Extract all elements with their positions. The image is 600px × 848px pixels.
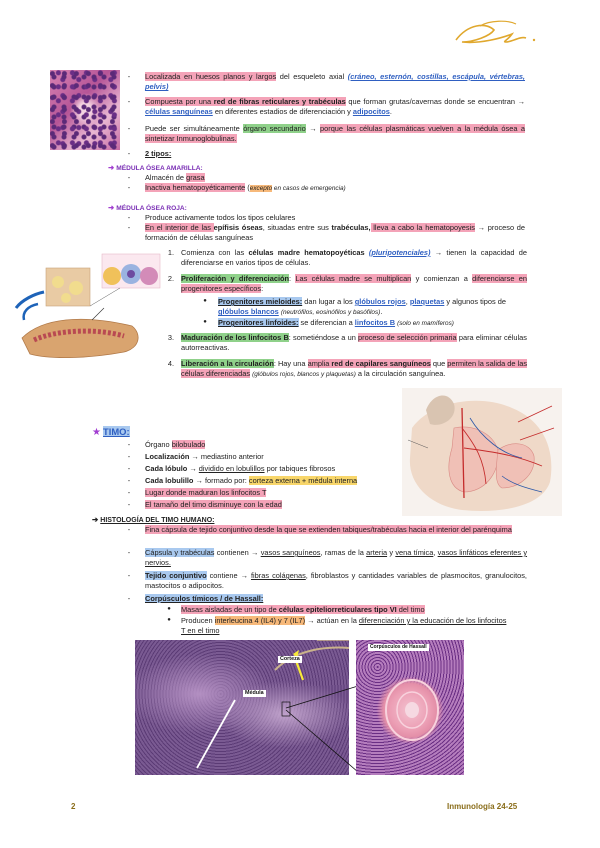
step-item: [181, 333, 527, 353]
text-run: : sometiéndose a un: [288, 333, 359, 342]
text-run: (glóbulos rojos, blancos y plaquetas): [252, 371, 356, 379]
text-run: , situadas entre sus: [262, 223, 332, 232]
text-run: diferenciación y la educación de los linfocitos T en el timo: [181, 616, 507, 636]
text-run: (cráneo, esternón, costillas, escápula, vértebras, pelvis): [145, 72, 525, 92]
medula-roja-heading: MÉDULA ÓSEA ROJA:: [116, 205, 187, 212]
sub-item: [181, 605, 511, 615]
timo-heading-row: [92, 426, 130, 440]
text-run: Almacén de: [145, 173, 187, 182]
text-run: , ramas de la: [320, 548, 367, 557]
text-run: Fina cápsula de tejido conjuntivo desde la que se extienden tabiques/trabéculas hacia el interior del parénquima: [145, 525, 512, 534]
text-run: porque las células plasmáticas vuelven a la médula ósea a sintetizar Inmunoglobulinas.: [145, 124, 525, 144]
dash-bullet: -: [127, 571, 131, 580]
text-run: diferenciarse en progenitores específicos: [181, 274, 527, 294]
course-name: Inmunología 24-25: [447, 802, 518, 811]
text-run: → proceso de formación de células sanguíneas: [145, 223, 525, 243]
dash-bullet: -: [127, 464, 131, 473]
dash-bullet: -: [127, 149, 131, 158]
round-bullet: ●: [167, 617, 171, 623]
text-run: Cada lóbulo: [145, 464, 188, 473]
text-run: vena tímica: [395, 548, 434, 557]
text-run: vasos linfáticos eferentes y nervios.: [145, 548, 528, 568]
text-run: linfocitos B: [354, 318, 396, 327]
text-run: Órgano: [145, 440, 172, 449]
text-run: órgano secundario: [243, 124, 306, 133]
text-run: para eliminar células autorreactivas.: [181, 333, 527, 353]
text-run: : Hay una: [273, 359, 308, 368]
text-run: lleva a cabo la: [370, 223, 426, 232]
text-run: Liberación a la circulación: [181, 359, 274, 368]
medula-amarilla-heading: MÉDULA ÓSEA AMARILLA:: [116, 165, 203, 172]
text-run: excepto: [249, 185, 273, 192]
list-item: [145, 183, 525, 194]
dash-bullet: -: [127, 488, 131, 497]
list-item: [145, 124, 525, 144]
text-run: → mediastino anterior: [189, 452, 264, 461]
dash-bullet: -: [127, 124, 131, 133]
text-run: :: [289, 274, 296, 283]
medula-roja-heading-row: [108, 203, 187, 213]
text-run: que: [430, 359, 448, 368]
list-item: [145, 213, 525, 223]
text-run: En el interior de las: [145, 223, 214, 232]
text-run: (solo en mamíferos): [397, 320, 454, 327]
list-item: [145, 464, 405, 474]
dash-bullet: -: [127, 548, 131, 557]
text-run: a la circulación sanguínea.: [355, 369, 446, 379]
text-run: adipocitos: [352, 107, 390, 117]
step-number: 2.: [167, 274, 174, 283]
dash-bullet: -: [127, 72, 131, 81]
text-run: grasa: [186, 173, 205, 182]
text-run: contienen →: [214, 548, 261, 557]
step-number: 3.: [167, 333, 174, 342]
text-run: El tamaño del timo disminuye con la edad: [145, 500, 282, 509]
thymus-anatomy-diagram: [402, 388, 562, 516]
text-run: → actúan en la: [305, 616, 359, 625]
bone-marrow-diagram: [12, 248, 162, 368]
text-run: células madre hematopoyéticas: [248, 248, 365, 257]
text-run: que forman grutas/cavernas donde se encuentran →: [345, 97, 526, 106]
dash-bullet: -: [127, 223, 131, 232]
text-run: permiten la salida de las células diferenciadas: [181, 359, 528, 379]
page-number: 2: [71, 802, 76, 811]
text-run: .: [389, 107, 392, 117]
round-bullet: ●: [203, 298, 207, 304]
text-run: Inactiva hematopoyéticamente: [145, 183, 246, 192]
text-run: Progenitores linfoides:: [218, 318, 299, 327]
text-run: hematopoyesis: [425, 223, 475, 232]
text-run: Tejido conjuntivo: [145, 571, 207, 580]
list-item: [145, 525, 527, 535]
text-run: células sanguíneas: [145, 107, 213, 117]
list-item: [145, 571, 527, 591]
star-icon: ★: [92, 427, 101, 438]
sub-item: [181, 616, 511, 636]
text-run: corteza externa + médula interna: [248, 476, 358, 485]
text-run: Puede ser simultáneamente: [145, 124, 244, 133]
text-run: Proliferación y diferenciación: [181, 274, 290, 283]
text-run: glóbulos blancos: [218, 307, 279, 317]
text-run: → formado por:: [193, 476, 249, 485]
dash-bullet: -: [127, 476, 131, 485]
dash-bullet: -: [127, 213, 131, 222]
list-item: [145, 548, 527, 568]
list-item: [145, 476, 405, 486]
text-run: fibras colágenas: [250, 571, 306, 580]
list-item: [145, 500, 405, 510]
list-item: [145, 223, 525, 243]
text-run: :: [261, 284, 264, 294]
text-run: epífisis óseas: [213, 223, 263, 232]
text-run: →: [187, 464, 199, 473]
text-run: red de capilares sanguíneos: [331, 359, 431, 368]
medula-label: Médula: [245, 690, 264, 696]
text-run: red de fibras reticulares y trabéculas: [213, 97, 346, 106]
round-bullet: ●: [203, 319, 207, 325]
medula-amarilla-heading-row: [108, 163, 203, 173]
text-run: proceso de selección primaria: [358, 333, 457, 342]
text-run: vasos sanguíneos: [260, 548, 321, 557]
text-run: Compuesta por una: [145, 97, 214, 106]
text-run: Las células madre se multiplican: [295, 274, 412, 283]
text-run: Produce activamente todos los tipos celulares: [145, 213, 296, 222]
text-run: y: [387, 548, 396, 557]
text-run: y comienzan a: [411, 274, 473, 283]
dash-bullet: -: [127, 173, 131, 182]
arrow-icon: ➜: [108, 163, 115, 172]
list-item: [145, 149, 525, 159]
text-run: y algunos tipos de: [444, 297, 506, 306]
list-item: [145, 440, 405, 450]
text-run: se diferencian a: [298, 318, 355, 327]
step-number: 1.: [167, 248, 174, 257]
list-item: [145, 72, 525, 92]
list-item: [145, 594, 527, 604]
step-item: [181, 248, 527, 268]
text-run: por tabiques fibrosos: [264, 464, 336, 473]
arrow-icon: ➔: [92, 515, 99, 524]
text-run: en casos de emergencia): [272, 185, 346, 192]
text-run: arteria: [366, 548, 388, 557]
text-run: Progenitores mieloides:: [218, 297, 303, 306]
dash-bullet: -: [127, 440, 131, 449]
timo-title: TIMO:: [103, 426, 130, 437]
dash-bullet: -: [127, 525, 131, 534]
dash-bullet: -: [127, 500, 131, 509]
bone-marrow-histology-image: [50, 70, 120, 150]
step-item: [181, 274, 527, 294]
arrow-icon: ➜: [108, 203, 115, 212]
text-run: →: [305, 124, 321, 133]
text-run: glóbulos rojos: [354, 297, 406, 306]
text-run: 2 tipos:: [145, 149, 172, 158]
text-run: Localización: [145, 452, 190, 461]
text-run: → tienen la capacidad de diferenciarse en varios tipos de células.: [181, 248, 527, 268]
text-run: Masas aisladas de un tipo de: [181, 605, 279, 614]
sub-item: [218, 318, 527, 329]
text-run: (: [245, 183, 250, 192]
dash-bullet: -: [127, 97, 131, 106]
text-run: bilobulado: [171, 440, 206, 449]
text-run: Corpúsculos tímicos / de Hassall:: [145, 594, 264, 603]
text-run: dan lugar a los: [302, 297, 355, 306]
text-run: Cada lobulillo: [145, 476, 194, 485]
text-run: del timo: [396, 605, 425, 614]
step-item: [181, 359, 527, 380]
list-item: [145, 173, 525, 183]
hassall-label: Corpúsculos de Hassall: [370, 644, 427, 650]
list-item: [145, 97, 525, 117]
text-run: Producen: [181, 616, 215, 625]
step-number: 4.: [167, 359, 174, 368]
text-run: .: [380, 307, 383, 317]
corteza-label: Corteza: [280, 656, 300, 662]
text-run: plaquetas: [409, 297, 445, 306]
text-run: Localizada en huesos planos y largos: [145, 72, 277, 81]
text-run: amplia: [307, 359, 332, 368]
hassall-corpuscle-image: [356, 640, 464, 775]
sub-item: [218, 297, 527, 318]
text-run: del esqueleto axial: [276, 72, 348, 81]
text-run: ,: [405, 297, 410, 306]
histologia-heading: HISTOLOGÍA DEL TIMO HUMANO:: [100, 517, 215, 524]
text-run: en diferentes estadios de diferenciación y: [212, 107, 353, 117]
list-item: [145, 488, 405, 498]
text-run: células epiteliorreticulares tipo VI: [278, 605, 397, 614]
signature-image: [450, 18, 540, 52]
dash-bullet: -: [127, 183, 131, 192]
text-run: , fibroblastos y cantidades variables de plasmocitos, granulocitos, mastocitos o adipocitos.: [145, 571, 527, 591]
text-run: dividido en lobulillos: [198, 464, 265, 473]
dash-bullet: -: [127, 594, 131, 603]
text-run: Lugar donde maduran los linfocitos T: [145, 488, 267, 497]
text-run: Cápsula y trabéculas: [145, 548, 215, 557]
text-run: ,: [433, 548, 438, 557]
text-run: (neutrófilos, eosinófilos y basófilos): [280, 309, 381, 317]
text-run: interleucina 4 (IL4) y 7 (IL7): [214, 616, 306, 625]
round-bullet: ●: [167, 606, 171, 612]
text-run: (pluripotenciales): [368, 248, 431, 257]
text-run: Comienza con las: [181, 248, 249, 257]
text-run: contiene →: [206, 571, 251, 580]
list-item: [145, 452, 405, 462]
dash-bullet: -: [127, 452, 131, 461]
text-run: trabéculas,: [331, 223, 371, 232]
text-run: Maduración de los linfocitos B: [181, 333, 289, 342]
